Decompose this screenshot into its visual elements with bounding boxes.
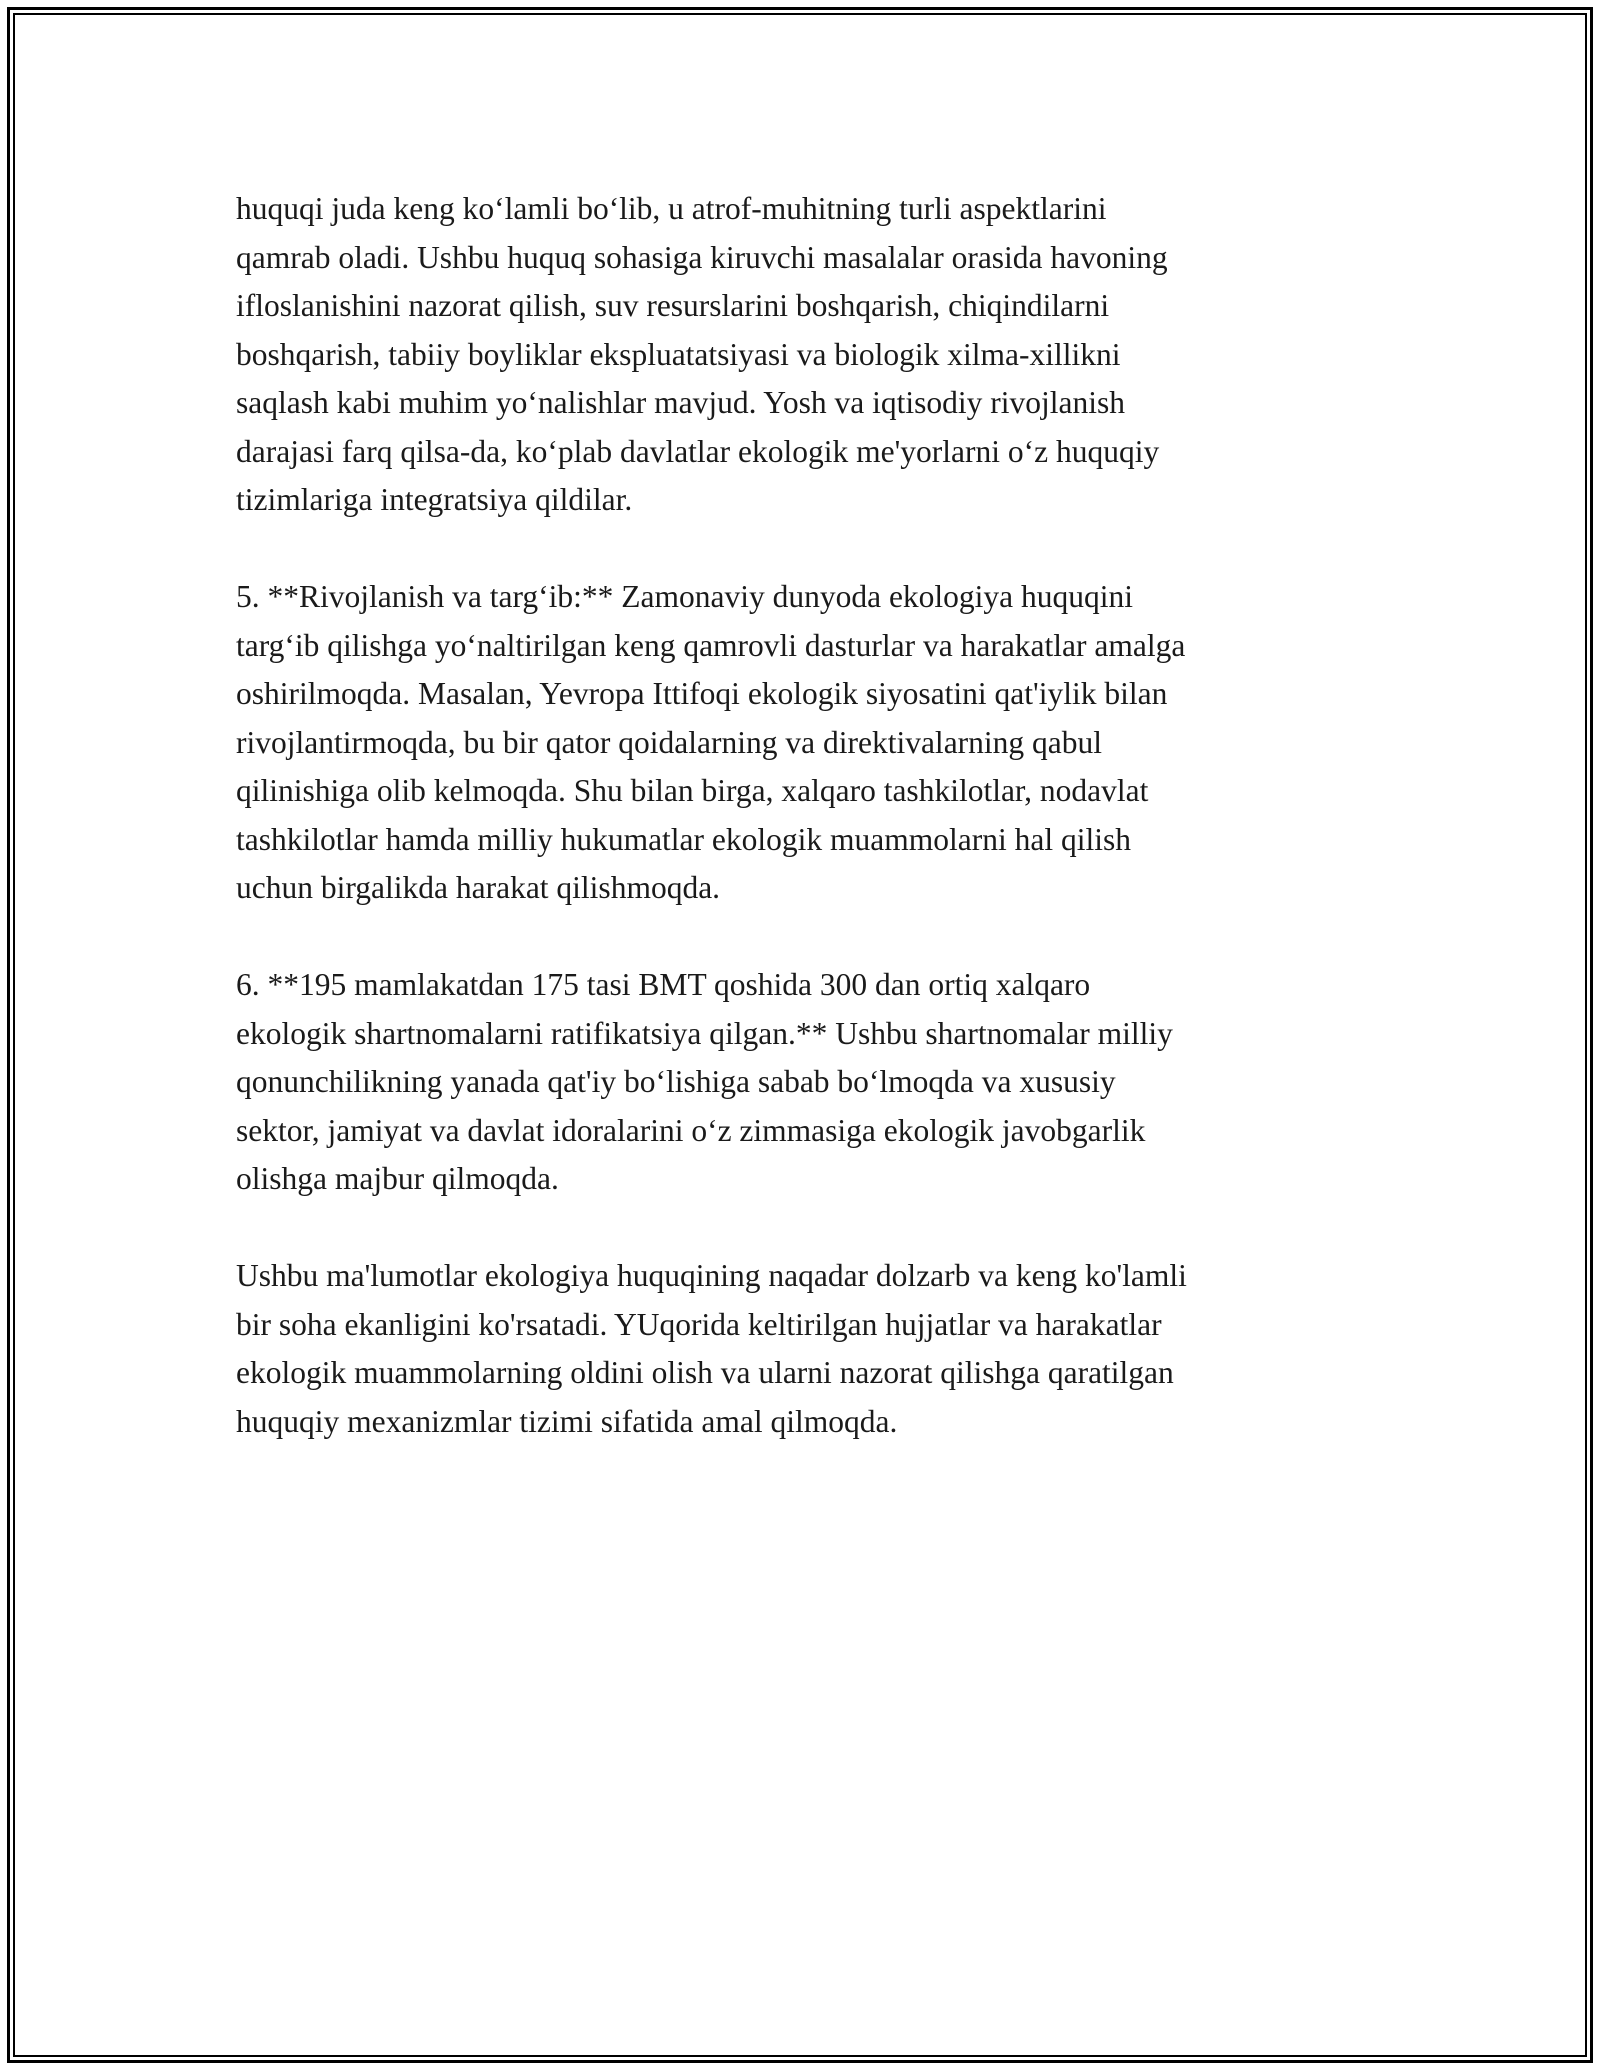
text-line: ekologik muammolarning oldini olish va ularni nazorat qilishga qaratilgan — [236, 1355, 1174, 1390]
text-line: targ‘ib qilishga yo‘naltirilgan keng qamrovli dasturlar va harakatlar amalga — [236, 627, 1186, 663]
text-line: qonunchilikning yanada qat'iy bo‘lishiga sabab bo‘lmoqda va xususiy — [236, 1064, 1116, 1099]
text-line: uchun birgalikda harakat qilishmoqda. — [236, 870, 721, 905]
text-line: boshqarish, tabiiy boyliklar ekspluatatsiyasi va biologik xilma-xillikni — [236, 336, 1121, 372]
paragraph-environmental-law-scope — [236, 185, 1376, 525]
text-line: qilinishiga olib kelmoqda. Shu bilan birga, xalqaro tashkilotlar, nodavlat — [236, 773, 1149, 808]
text-line: oshirilmoqda. Masalan, Yevropa Ittifoqi ekologik siyosatini qat'iylik bilan — [236, 676, 1168, 711]
text-line: 6. **195 mamlakatdan 175 tasi BMT qoshida 300 dan ortiq xalqaro — [236, 967, 1091, 1002]
text-line: olishga majbur qilmoqda. — [236, 1161, 559, 1196]
text-line: ifloslanishini nazorat qilish, suv resurslarini boshqarish, chiqindilarni — [236, 288, 1110, 323]
text-line: darajasi farq qilsa-da, ko‘plab davlatlar ekologik me'yorlarni o‘z huquqiy — [236, 433, 1160, 469]
text-line: sektor, jamiyat va davlat idoralarini o‘z zimmasiga ekologik javobgarlik — [236, 1112, 1146, 1148]
text-line: 5. **Rivojlanish va targ‘ib:** Zamonaviy dunyoda ekologiya huquqini — [236, 579, 1134, 614]
text-line: ekologik shartnomalarni ratifikatsiya qilgan.** Ushbu shartnomalar milliy — [236, 1015, 1173, 1051]
text-line: tashkilotlar hamda milliy hukumatlar ekologik muammolarni hal qilish — [236, 821, 1131, 857]
text-line: rivojlantirmoqda, bu bir qator qoidalarning va direktivalarning qabul — [236, 724, 1103, 760]
text-line: saqlash kabi muhim yo‘nalishlar mavjud. Yosh va iqtisodiy rivojlanish — [236, 385, 1125, 420]
text-line: huquqiy mexanizmlar tizimi sifatida amal qilmoqda. — [236, 1403, 898, 1439]
text-line: bir soha ekanligini ko'rsatadi. YUqorida keltirilgan hujjatlar va harakatlar — [236, 1306, 1162, 1342]
paragraph-item-5-development — [236, 573, 1376, 913]
paragraph-conclusion — [236, 1252, 1376, 1446]
paragraph-item-6-treaties — [236, 961, 1376, 1204]
document-body — [236, 185, 1376, 1495]
text-line: huquqi juda keng ko‘lamli bo‘lib, u atrof-muhitning turli aspektlarini — [236, 191, 1107, 226]
text-line: tizimlariga integratsiya qildilar. — [236, 482, 633, 517]
text-line: Ushbu ma'lumotlar ekologiya huquqining naqadar dolzarb va keng ko'lamli — [236, 1258, 1187, 1293]
text-line: qamrab oladi. Ushbu huquq sohasiga kiruvchi masalalar orasida havoning — [236, 239, 1168, 275]
